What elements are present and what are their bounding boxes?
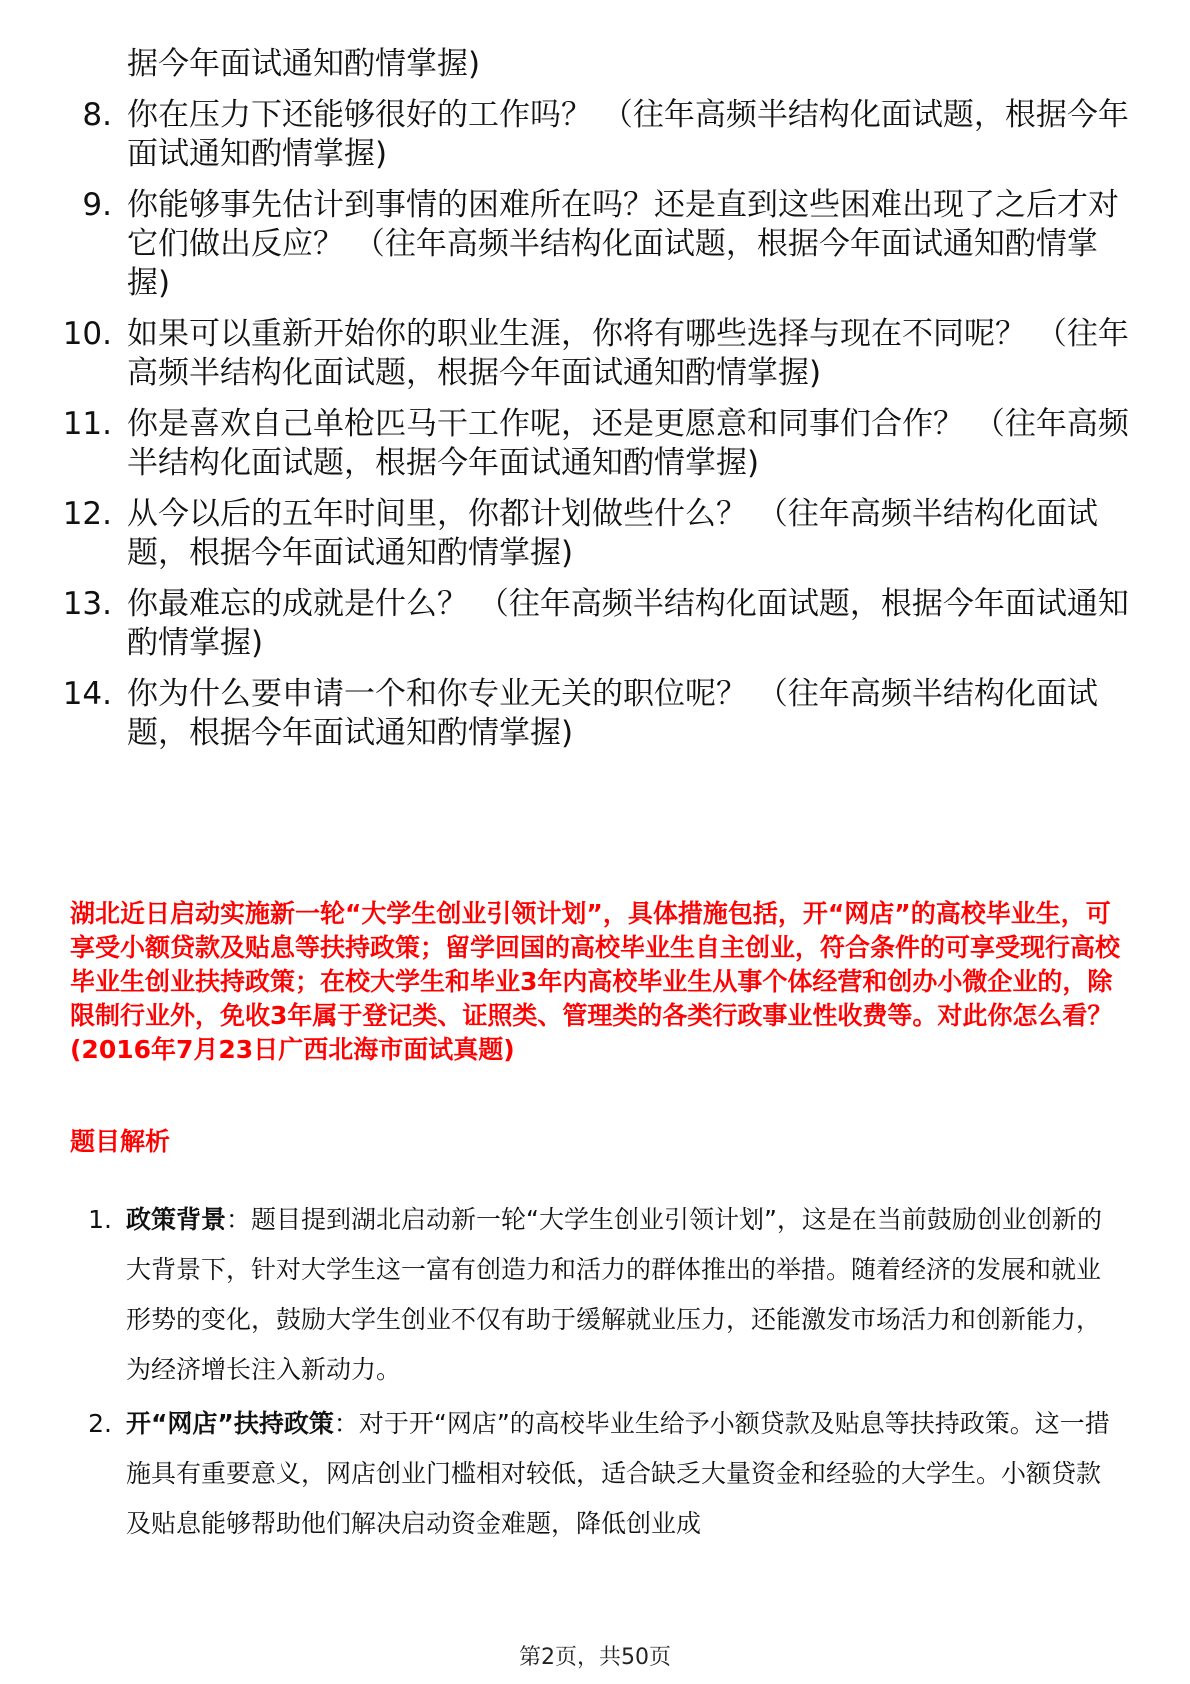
analysis-point-title: 开“网店”扶持政策 xyxy=(126,1409,334,1438)
list-item xyxy=(0,405,1190,483)
question-text: 你最难忘的成就是什么？ （往年高频半结构化面试题，根据今年面试通知酌情掌握) xyxy=(127,586,1129,661)
question-text: 从今以后的五年时间里，你都计划做些什么？ （往年高频半结构化面试题，根据今年面试通知酌情掌握) xyxy=(127,496,1098,571)
question-number: 14. xyxy=(62,676,112,712)
list-item xyxy=(0,1399,1190,1549)
analysis-point-text: 对于开“网店”的高校毕业生给予小额贷款及贴息等扶持政策。这一措施具有重要意义，网店创业门槛相对较低，适合缺乏大量资金和经验的大学生。小额贷款及贴息能够帮助他们解决启动资金难题，降低创业成 xyxy=(126,1409,1110,1538)
list-item xyxy=(0,495,1190,573)
analysis-number: 1. xyxy=(88,1205,112,1234)
analysis-list xyxy=(0,1195,1190,1553)
question-text: 你能够事先估计到事情的困难所在吗？还是直到这些困难出现了之后才对它们做出反应？ （往年高频半结构化面试题，根据今年面试通知酌情掌握) xyxy=(127,187,1119,301)
question-text: 你为什么要申请一个和你专业无关的职位呢？ （往年高频半结构化面试题，根据今年面试通知酌情掌握) xyxy=(127,676,1098,751)
list-item xyxy=(0,315,1190,393)
analysis-number: 2. xyxy=(88,1409,112,1438)
list-item xyxy=(0,675,1190,753)
question-text: 如果可以重新开始你的职业生涯，你将有哪些选择与现在不同呢？ （往年高频半结构化面试题，根据今年面试通知酌情掌握) xyxy=(127,316,1129,391)
question-text: 据今年面试通知酌情掌握) xyxy=(127,46,481,82)
question-number: 13. xyxy=(62,586,112,622)
analysis-point-title: 政策背景 xyxy=(126,1205,227,1234)
question-number: 11. xyxy=(62,406,112,442)
page-footer: 第2页，共50页 xyxy=(519,1645,671,1670)
featured-question: 湖北近日启动实施新一轮“大学生创业引领计划”，具体措施包括，开“网店”的高校毕业生，可享受小额贷款及贴息等扶持政策；留学回国的高校毕业生自主创业，符合条件的可享受现行高校毕业生创业扶持政策；在校大学生和毕业3年内高校毕业生从事个体经营和创办小微企业的，除限制行业外，免收3年属于登记类、证照类、管理类的各类行政事业性收费等。对此你怎么看？(2016年7月23日广西北海市面试真题) xyxy=(70,899,1121,1064)
analysis-separator: ： xyxy=(333,1409,359,1438)
question-number: 12. xyxy=(62,496,112,532)
question-text: 你在压力下还能够很好的工作吗？ （往年高频半结构化面试题，根据今年面试通知酌情掌握) xyxy=(127,97,1129,172)
list-item xyxy=(0,1195,1190,1395)
question-number: 9. xyxy=(82,187,112,223)
question-text: 你是喜欢自己单枪匹马干工作呢，还是更愿意和同事们合作？ （往年高频半结构化面试题，根据今年面试通知酌情掌握) xyxy=(127,406,1129,481)
list-item xyxy=(0,186,1190,303)
question-number: 8. xyxy=(82,97,112,133)
list-item xyxy=(0,585,1190,663)
question-number: 10. xyxy=(62,316,112,352)
analysis-point-text: 题目提到湖北启动新一轮“大学生创业引领计划”，这是在当前鼓励创业创新的大背景下，针对大学生这一富有创造力和活力的群体推出的举措。随着经济的发展和就业形势的变化，鼓励大学生创业不仅有助于缓解就业压力，还能激发市场活力和创新能力，为经济增长注入新动力。 xyxy=(126,1205,1102,1384)
list-item xyxy=(0,45,1190,84)
analysis-heading: 题目解析 xyxy=(70,1127,171,1156)
question-list xyxy=(0,45,1190,765)
analysis-separator: ： xyxy=(226,1205,252,1234)
list-item xyxy=(0,96,1190,174)
